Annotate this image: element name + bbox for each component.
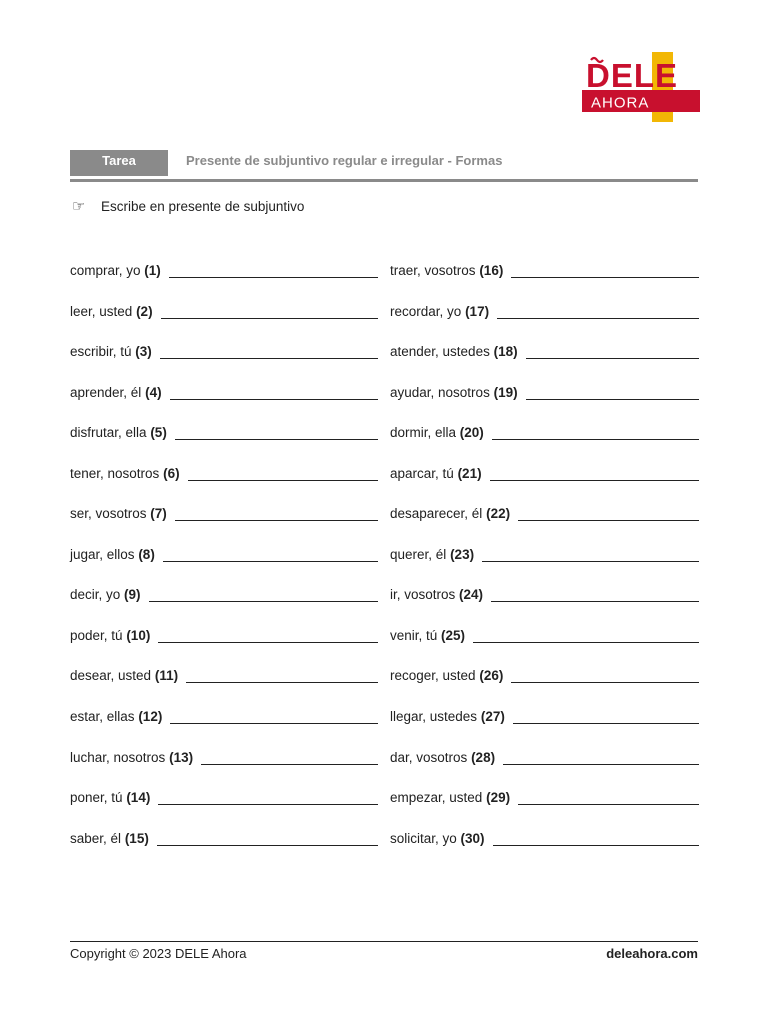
exercise-number: (26)	[479, 668, 504, 684]
exercise-label	[390, 627, 465, 645]
exercise-number: (1)	[144, 263, 161, 278]
exercise-item	[70, 384, 378, 425]
exercise-prompt: comprar, yo	[70, 263, 141, 278]
exercise-number: (15)	[124, 830, 149, 846]
exercise-item	[70, 505, 378, 546]
exercise-label	[390, 586, 483, 604]
exercise-prompt: poner, tú	[70, 790, 123, 806]
exercise-prompt: ayudar, nosotros	[390, 384, 490, 400]
exercise-prompt: dormir, ella	[390, 425, 457, 441]
exercise-item	[390, 505, 699, 546]
exercise-prompt: escribir, tú	[70, 344, 132, 360]
exercise-number: (10)	[126, 627, 151, 643]
instruction	[72, 196, 304, 216]
exercise-label	[70, 343, 152, 361]
exercise-number: (2)	[136, 303, 153, 319]
exercise-item	[70, 830, 378, 871]
exercise-number: (25)	[441, 627, 466, 643]
exercise-prompt: desaparecer, él	[390, 506, 483, 522]
exercise-number: (29)	[486, 790, 511, 806]
exercise-number: (21)	[457, 465, 482, 481]
exercise-label	[70, 384, 162, 402]
exercise-label	[70, 505, 167, 523]
exercise-prompt: querer, él	[390, 546, 447, 562]
exercise-prompt: ser, vosotros	[70, 506, 147, 522]
exercise-item	[390, 343, 699, 384]
exercise-column-right	[390, 262, 699, 870]
exercise-number: (24)	[459, 587, 484, 603]
dele-ahora-logo	[582, 52, 700, 122]
exercise-prompt: luchar, nosotros	[70, 749, 166, 765]
exercise-label	[390, 546, 474, 564]
exercise-label	[390, 262, 503, 280]
exercise-prompt: jugar, ellos	[70, 546, 135, 562]
exercise-item	[70, 789, 378, 830]
exercise-label	[70, 546, 155, 564]
logo-sub-text: AHORA	[591, 94, 650, 112]
answer-line[interactable]	[493, 830, 699, 846]
exercise-item	[70, 586, 378, 627]
exercise-number: (5)	[150, 425, 167, 441]
exercise-label	[390, 343, 518, 361]
exercise-item	[70, 343, 378, 384]
answer-line[interactable]	[170, 708, 378, 724]
exercise-label	[390, 708, 505, 726]
exercise-number: (18)	[493, 344, 518, 360]
answer-line[interactable]	[518, 505, 699, 521]
exercise-prompt: aprender, él	[70, 384, 142, 400]
exercise-number: (19)	[493, 384, 518, 400]
exercise-item	[70, 749, 378, 790]
copyright: Copyright © 2023 DELE Ahora	[70, 946, 247, 961]
task-title: Presente de subjuntivo regular e irregular - Formas	[186, 153, 503, 168]
exercise-number: (28)	[471, 749, 496, 765]
answer-line[interactable]	[482, 546, 699, 562]
exercise-label	[390, 505, 510, 523]
exercise-item	[390, 546, 699, 587]
answer-line[interactable]	[186, 667, 378, 683]
answer-line[interactable]	[149, 586, 378, 602]
exercise-prompt: tener, nosotros	[70, 465, 160, 481]
exercise-item	[390, 465, 699, 506]
exercise-column-left	[70, 262, 378, 870]
answer-line[interactable]	[526, 343, 699, 359]
instruction-text: Escribe en presente de subjuntivo	[101, 198, 305, 214]
exercise-label	[390, 667, 503, 685]
exercise-prompt: estar, ellas	[70, 709, 135, 725]
answer-line[interactable]	[169, 262, 378, 278]
footer-divider	[70, 941, 698, 942]
exercise-label	[70, 465, 180, 483]
exercise-label	[70, 667, 178, 685]
answer-line[interactable]	[160, 343, 378, 359]
exercise-number: (4)	[145, 384, 162, 400]
exercise-item	[390, 586, 699, 627]
exercise-item	[70, 667, 378, 708]
exercise-number: (9)	[124, 587, 141, 603]
exercise-label	[390, 465, 482, 483]
exercise-label	[70, 708, 162, 726]
answer-line[interactable]	[511, 667, 699, 683]
exercise-label	[70, 830, 149, 848]
exercise-item	[390, 384, 699, 425]
exercise-number: (30)	[460, 830, 485, 846]
exercise-number: (12)	[138, 709, 163, 725]
exercise-label	[70, 303, 153, 321]
exercise-prompt: saber, él	[70, 830, 122, 846]
answer-line[interactable]	[526, 384, 699, 400]
exercise-prompt: atender, ustedes	[390, 344, 490, 360]
exercise-item	[70, 465, 378, 506]
exercise-prompt: traer, vosotros	[390, 263, 476, 278]
exercise-prompt: disfrutar, ella	[70, 425, 147, 441]
exercise-item	[390, 667, 699, 708]
exercise-number: (22)	[486, 506, 511, 522]
answer-line[interactable]	[175, 424, 378, 440]
exercise-number: (13)	[169, 749, 194, 765]
answer-line[interactable]	[170, 384, 378, 400]
exercise-label	[390, 749, 495, 767]
exercise-prompt: aparcar, tú	[390, 465, 454, 481]
exercise-item	[70, 708, 378, 749]
answer-line[interactable]	[513, 708, 699, 724]
exercise-prompt: recordar, yo	[390, 303, 462, 319]
exercise-label	[390, 384, 518, 402]
exercise-prompt: desear, usted	[70, 668, 152, 684]
answer-line[interactable]	[188, 465, 378, 481]
exercise-item	[70, 424, 378, 465]
exercise-label	[390, 789, 510, 807]
exercise-prompt: solicitar, yo	[390, 830, 457, 846]
exercise-label	[390, 424, 484, 442]
exercise-number: (3)	[135, 344, 152, 360]
exercise-number: (7)	[150, 506, 167, 522]
exercise-number: (11)	[154, 668, 179, 684]
exercise-prompt: venir, tú	[390, 627, 438, 643]
answer-line[interactable]	[158, 789, 378, 805]
exercise-number: (16)	[479, 263, 504, 278]
exercise-number: (27)	[480, 709, 505, 725]
exercise-item	[390, 262, 699, 303]
exercise-item	[70, 627, 378, 668]
exercise-label	[70, 627, 150, 645]
exercise-prompt: recoger, usted	[390, 668, 476, 684]
answer-line[interactable]	[175, 505, 378, 521]
site-url: deleahora.com	[606, 946, 698, 961]
answer-line[interactable]	[491, 586, 699, 602]
exercise-item	[390, 708, 699, 749]
exercise-prompt: dar, vosotros	[390, 749, 468, 765]
exercise-label	[70, 749, 193, 767]
exercise-number: (20)	[459, 425, 484, 441]
answer-line[interactable]	[157, 830, 378, 846]
exercise-label	[70, 789, 150, 807]
answer-line[interactable]	[492, 424, 699, 440]
answer-line[interactable]	[201, 749, 378, 765]
exercise-prompt: decir, yo	[70, 587, 121, 603]
exercise-label	[390, 830, 485, 848]
exercise-item	[390, 424, 699, 465]
task-label: Tarea	[70, 150, 168, 176]
answer-line[interactable]	[161, 303, 378, 319]
exercise-item	[390, 749, 699, 790]
exercise-item	[70, 546, 378, 587]
exercise-number: (23)	[450, 546, 475, 562]
exercise-number: (17)	[465, 303, 490, 319]
exercise-prompt: ir, vosotros	[390, 587, 456, 603]
exercise-label	[70, 262, 161, 280]
exercise-prompt: empezar, usted	[390, 790, 483, 806]
exercise-label	[70, 586, 141, 604]
exercise-prompt: llegar, ustedes	[390, 709, 478, 725]
exercise-label	[70, 424, 167, 442]
exercise-item	[390, 830, 699, 871]
pointing-hand-icon: ☞	[72, 197, 86, 215]
answer-line[interactable]	[497, 303, 699, 319]
logo-main-text: DELE	[586, 57, 679, 94]
exercise-prompt: poder, tú	[70, 627, 123, 643]
exercise-item	[70, 262, 378, 303]
exercise-item	[390, 303, 699, 344]
exercise-item	[390, 789, 699, 830]
answer-line[interactable]	[490, 465, 699, 481]
answer-line[interactable]	[518, 789, 699, 805]
exercise-label	[390, 303, 489, 321]
exercise-prompt: leer, usted	[70, 303, 133, 319]
answer-line[interactable]	[163, 546, 378, 562]
exercise-item	[390, 627, 699, 668]
exercise-item	[70, 303, 378, 344]
answer-line[interactable]	[158, 627, 378, 643]
answer-line[interactable]	[511, 262, 699, 278]
answer-line[interactable]	[503, 749, 699, 765]
exercise-number: (6)	[163, 465, 180, 481]
exercise-number: (8)	[138, 546, 155, 562]
exercise-number: (14)	[126, 790, 151, 806]
task-header	[70, 150, 698, 182]
answer-line[interactable]	[473, 627, 699, 643]
